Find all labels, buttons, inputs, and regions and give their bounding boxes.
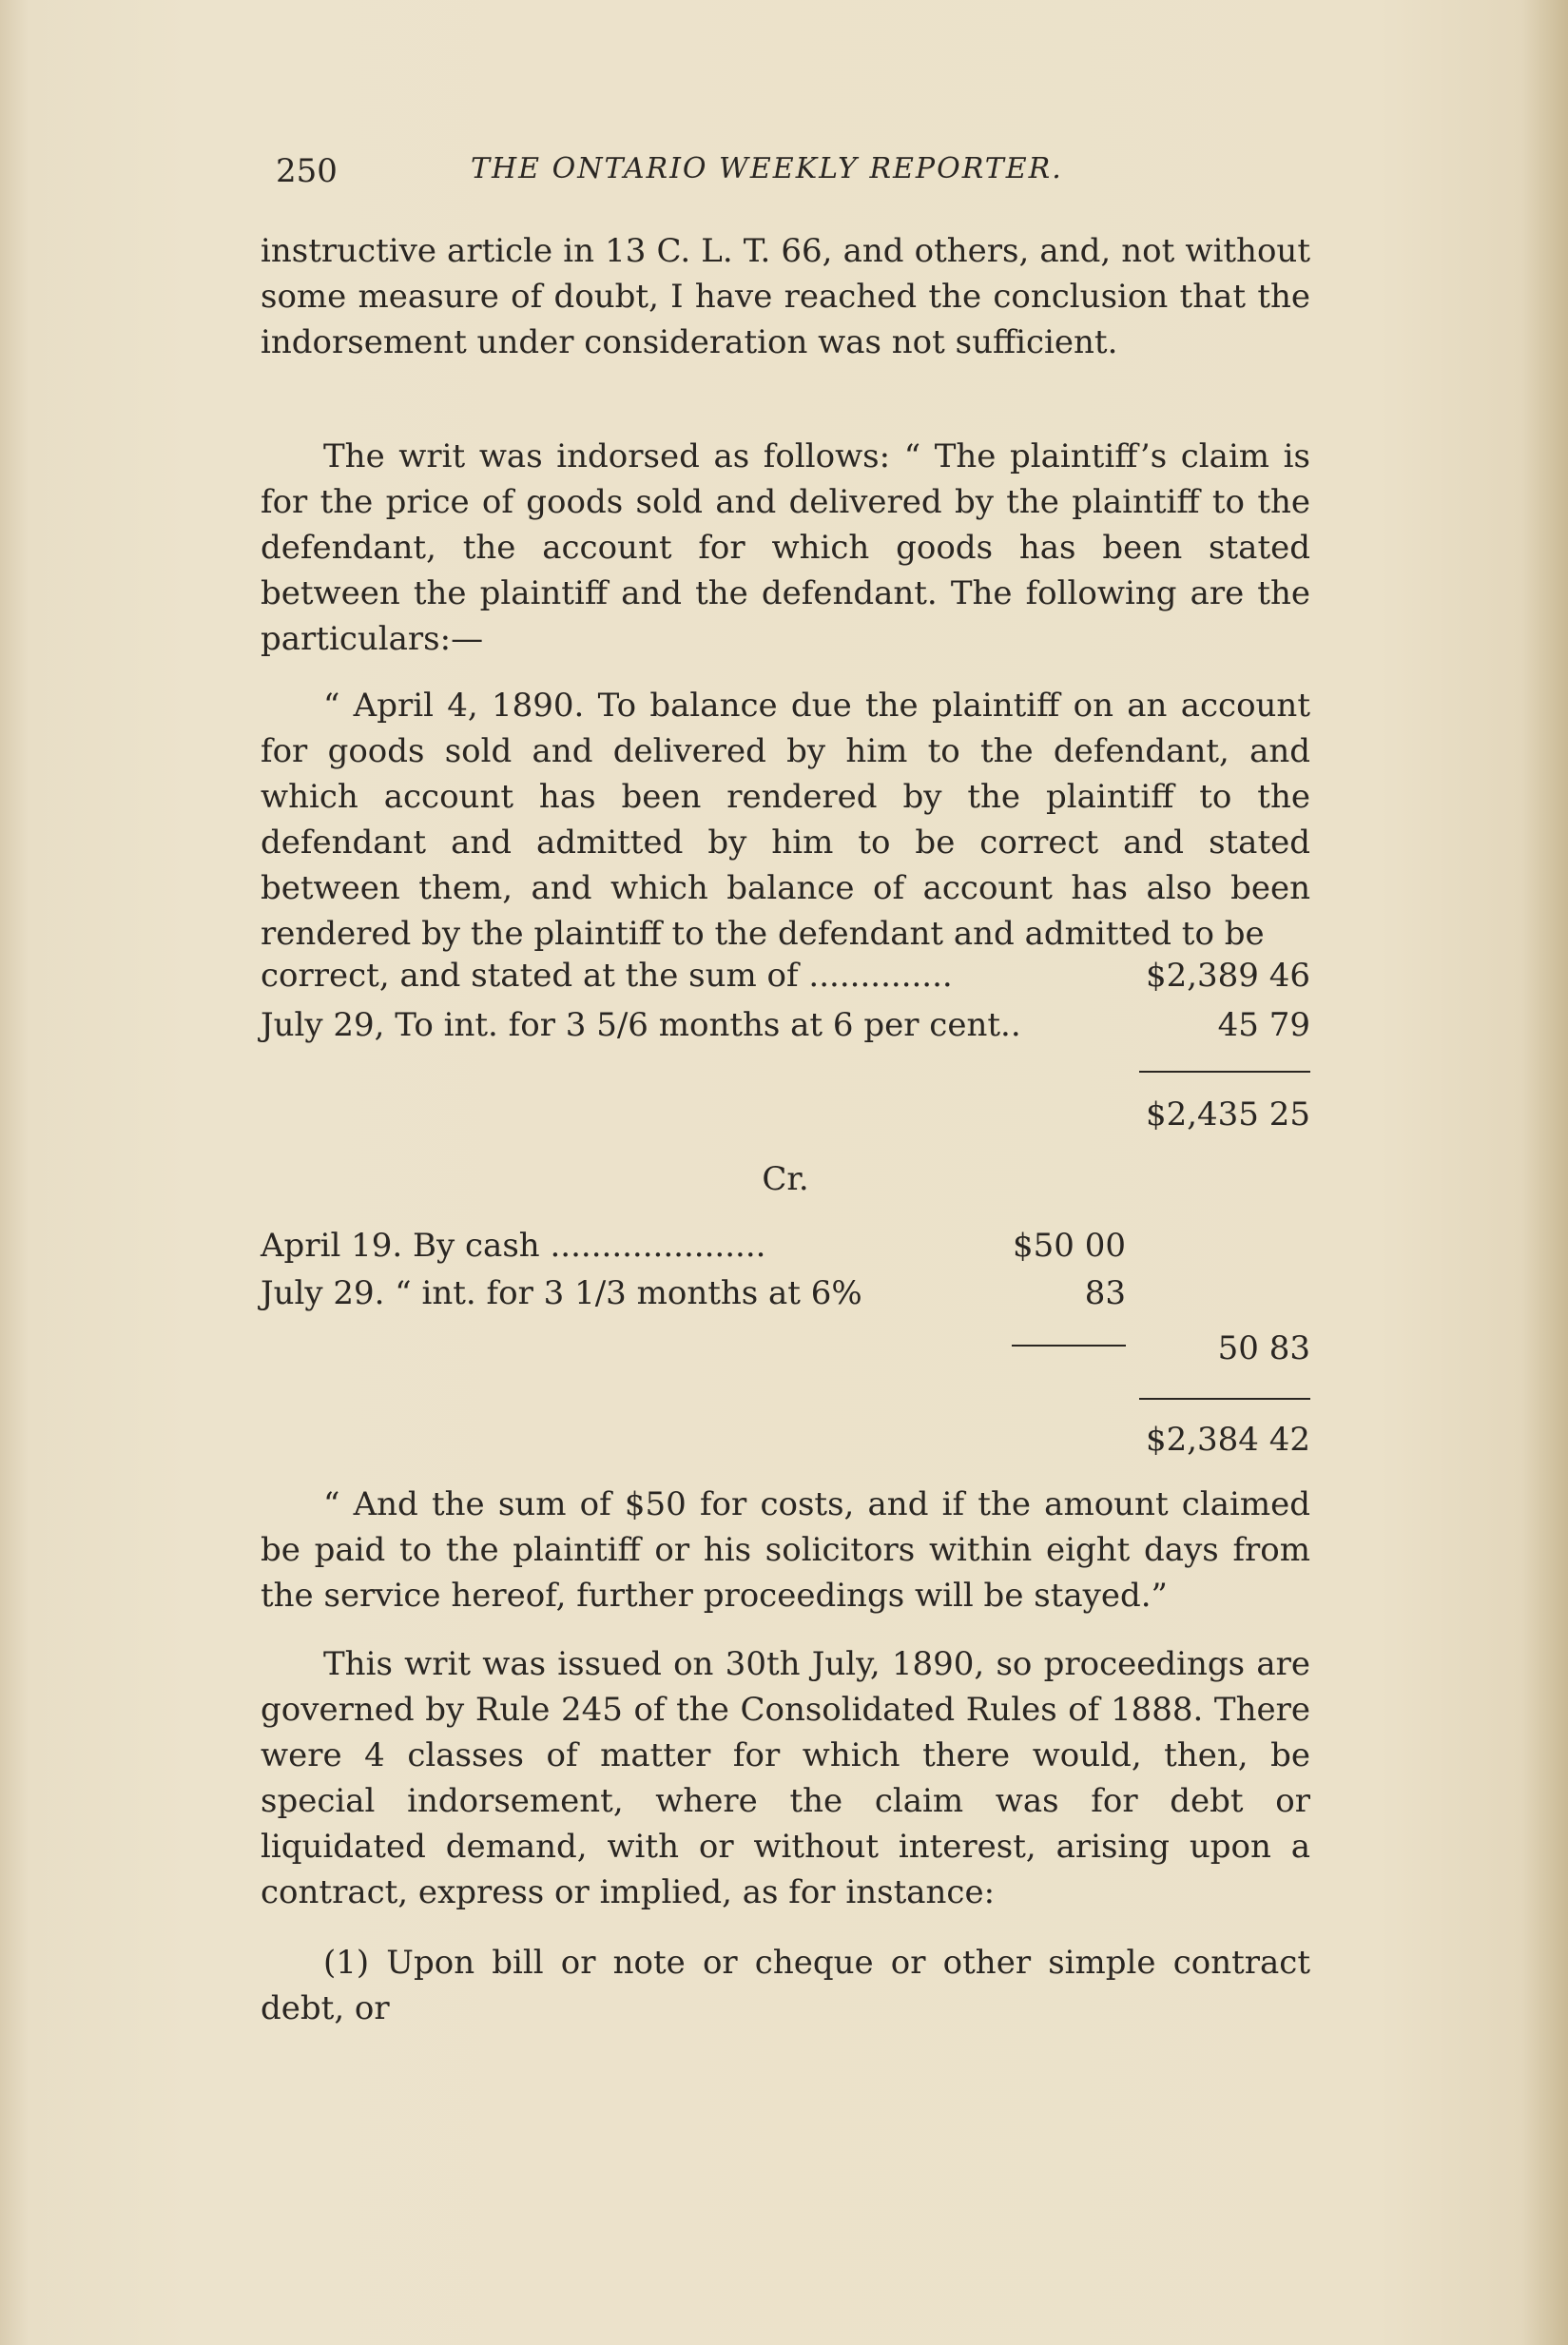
account-total-row	[261, 1092, 1310, 1137]
paragraph-particulars: “ April 4, 1890. To balance due the plaintiff on an account for goods sold and delivered by him to the defendant, and which account has been rendered by the plaintiff to the defendant and admitted by him to be correct and stated between them, and which balance of account has also been rendered by the plaintiff to the defendant and admitted to be	[261, 687, 1310, 953]
paragraph-item-1: (1) Upon bill or note or cheque or other simple contract debt, or	[261, 1944, 1310, 2027]
credit-total-row	[261, 1326, 1310, 1371]
running-head: THE ONTARIO WEEKLY REPORTER.	[471, 152, 1063, 185]
sum-rule	[1139, 1071, 1310, 1073]
credit-line-cash	[261, 1223, 1126, 1269]
paragraph-costs: “ And the sum of $50 for costs, and if the amount claimed be paid to the plaintiff or his solicitors within eight days from the service hereof, further proceedings will be stayed.”	[261, 1485, 1310, 1615]
balance-rule	[1139, 1398, 1310, 1400]
account-line-amount: 45 79	[1217, 1006, 1310, 1044]
credit-line-amount: 83	[1084, 1274, 1126, 1312]
account-total: $2,435 25	[1145, 1095, 1310, 1134]
paragraph-writ-indorsement: The writ was indorsed as follows: “ The plaintiff’s claim is for the price of goods sold and delivered by the plaintiff to the defendant, the account for which goods has been stated between the plaintiff and the defendant. The following are the particulars:—	[261, 437, 1310, 658]
credit-line-interest	[261, 1270, 1126, 1316]
credit-heading: Cr.	[762, 1160, 809, 1198]
credit-line-amount: $50 00	[1013, 1227, 1126, 1265]
paragraph-rule-245: This writ was issued on 30th July, 1890, so proceedings are governed by Rule 245 of the Consolidated Rules of 1888. There were 4 classes of matter for which there would, then, be special indorsement, where the claim was for debt or liquidated demand, with or without interest, arising upon a contract, express or implied, as for instance:	[261, 1645, 1310, 1911]
account-line-balance	[261, 953, 1310, 998]
account-line-text: correct, and stated at the sum of ..............	[261, 957, 953, 995]
account-line-amount: $2,389 46	[1145, 957, 1310, 995]
page-number: 250	[276, 152, 338, 190]
paragraph-conclusion: instructive article in 13 C. L. T. 66, and others, and, not without some measure of doubt, I have reached the conclusion that the indorsement under consideration was not sufficient.	[261, 232, 1310, 361]
credit-line-text: July 29. “ int. for 3 1/3 months at 6%	[261, 1274, 862, 1312]
credit-total: 50 83	[1217, 1329, 1310, 1367]
balance-amount: $2,384 42	[1145, 1421, 1310, 1459]
page-header	[276, 152, 1312, 194]
account-line-interest	[261, 1002, 1310, 1048]
balance-row	[261, 1417, 1310, 1463]
account-line-text: July 29, To int. for 3 5/6 months at 6 per cent..	[261, 1006, 1021, 1044]
credit-line-text: April 19. By cash .....................	[261, 1227, 766, 1265]
